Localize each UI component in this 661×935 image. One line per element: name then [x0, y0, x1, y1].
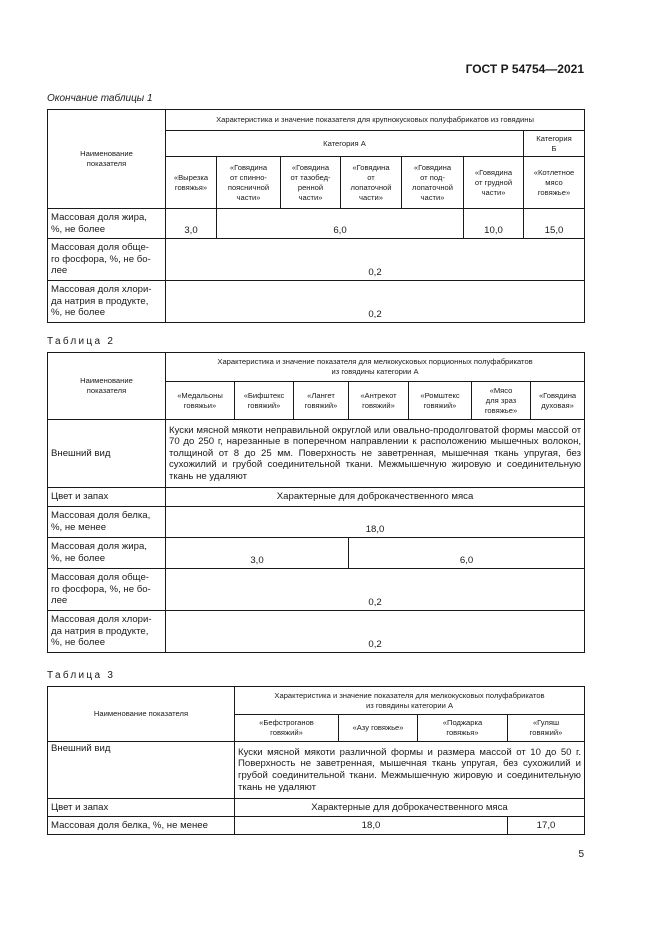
- row-name: Массовая доля жира, %, не более: [48, 209, 166, 239]
- table-row: [48, 611, 585, 653]
- table1-col-header: «Говядина от тазобед- ренной части»: [281, 157, 341, 209]
- table3-name-header: Наименование показателя: [48, 687, 235, 742]
- row-name: Массовая доля белка, %, не менее: [48, 507, 166, 538]
- table-row: [48, 507, 585, 538]
- row-name: Внешний вид: [48, 420, 166, 488]
- cell-value: 0,2: [166, 239, 585, 281]
- table1-col-header: «Говядина от грудной части»: [464, 157, 524, 209]
- table2-col-header: «Говядина духовая»: [531, 382, 585, 420]
- cell-value: 3,0: [166, 538, 349, 569]
- table2-col-header: «Бифштекс говяжий»: [235, 382, 294, 420]
- table3-col-header: «Поджарка говяжья»: [418, 715, 508, 742]
- document-code: ГОСТ Р 54754—2021: [465, 62, 584, 76]
- cell-value: 0,2: [166, 281, 585, 323]
- table1-col-header: «Вырезка говяжья»: [166, 157, 217, 209]
- table1-group-header: Характеристика и значение показателя для крупнокусковых полуфабрикатов из говядины: [166, 110, 585, 131]
- table-row: [48, 569, 585, 611]
- cell-value: 10,0: [464, 209, 524, 239]
- table-row: [48, 488, 585, 507]
- cell-value: 0,2: [166, 569, 585, 611]
- table3: [47, 686, 585, 835]
- table-row: [48, 209, 585, 239]
- table-row: [48, 817, 585, 835]
- table-row: [48, 239, 585, 281]
- table2-col-header: «Медальоны говяжьи»: [166, 382, 235, 420]
- table1-col-header: «Говядина от спинно- поясничной части»: [217, 157, 281, 209]
- cell-value: 3,0: [166, 209, 217, 239]
- table1-caption: Окончание таблицы 1: [47, 93, 153, 104]
- table1-category-b: Категория Б: [524, 131, 585, 157]
- row-name: Массовая доля белка, %, не менее: [48, 817, 235, 835]
- appearance-description: Куски мясной мякоти неправильной округлой или овально-продолговатой формы массой от 70 до 250 г, нарезанные в поперечном направлении к расположению мышечных волокон, толщиной от 8 до 25 мм. Поверхность не заветренная, мышечная ткань упругая, без сухожилий и грубой соединительной ткани. Межмышечную жировую и соединительную ткань не удаляют: [166, 420, 585, 488]
- cell-value: 18,0: [235, 817, 508, 835]
- cell-value: 6,0: [349, 538, 585, 569]
- cell-value: Характерные для доброкачественного мяса: [166, 488, 585, 507]
- cell-value: 17,0: [508, 817, 585, 835]
- cell-value: 6,0: [217, 209, 464, 239]
- table3-caption: Таблица 3: [47, 670, 116, 681]
- row-name: Цвет и запах: [48, 488, 166, 507]
- table3-col-header: «Гуляш говяжий»: [508, 715, 585, 742]
- table-row: [48, 420, 585, 488]
- table1: [47, 109, 585, 323]
- table2-col-header: «Ромштекс говяжий»: [409, 382, 472, 420]
- table2-col-header: «Мясо для зраз говяжье»: [472, 382, 531, 420]
- table-row: [48, 281, 585, 323]
- table3-col-header: «Азу говяжье»: [339, 715, 418, 742]
- cell-value: 15,0: [524, 209, 585, 239]
- table2-name-header: Наименование показателя: [48, 353, 166, 420]
- row-name: Массовая доля хлори- да натрия в продукте, %, не более: [48, 281, 166, 323]
- table1-category-a: Категория А: [166, 131, 524, 157]
- table-row: [48, 742, 585, 799]
- table3-col-header: «Бефстроганов говяжий»: [235, 715, 339, 742]
- row-name: Внешний вид: [48, 742, 235, 799]
- row-name: Массовая доля жира, %, не более: [48, 538, 166, 569]
- table-row: [48, 538, 585, 569]
- cell-value: 18,0: [166, 507, 585, 538]
- table2-col-header: «Лангет говяжий»: [294, 382, 349, 420]
- page-number: 5: [578, 849, 584, 860]
- row-name: Массовая доля обще- го фосфора, %, не бо- лее: [48, 239, 166, 281]
- table3-group-header: Характеристика и значение показателя для мелкокусковых полуфабрикатов из говядины категории А: [235, 687, 585, 715]
- table1-col-header: «Говядина от лопаточной части»: [341, 157, 402, 209]
- appearance-description: Куски мясной мякоти различной формы и размера массой от 10 до 50 г. Поверхность не заветренная, мышечная ткань упругая, без сухожилий и грубой соединительной ткани. Межмышечную жировую и соединительную ткань не удаляют: [235, 742, 585, 799]
- table1-col-header: «Котлетное мясо говяжье»: [524, 157, 585, 209]
- cell-value: Характерные для доброкачественного мяса: [235, 799, 585, 817]
- row-name: Цвет и запах: [48, 799, 235, 817]
- row-name: Массовая доля хлори- да натрия в продукте, %, не более: [48, 611, 166, 653]
- table2-caption: Таблица 2: [47, 336, 116, 347]
- row-name: Массовая доля обще- го фосфора, %, не бо- лее: [48, 569, 166, 611]
- cell-value: 0,2: [166, 611, 585, 653]
- table1-col-header: «Говядина от под- лопаточной части»: [402, 157, 464, 209]
- table-row: [48, 799, 585, 817]
- table1-name-header: Наименование показателя: [48, 110, 166, 209]
- table2-group-header: Характеристика и значение показателя для мелкокусковых порционных полуфабрикатов из говядины категории А: [166, 353, 585, 382]
- table2-col-header: «Антрекот говяжий»: [349, 382, 409, 420]
- table2: [47, 352, 585, 653]
